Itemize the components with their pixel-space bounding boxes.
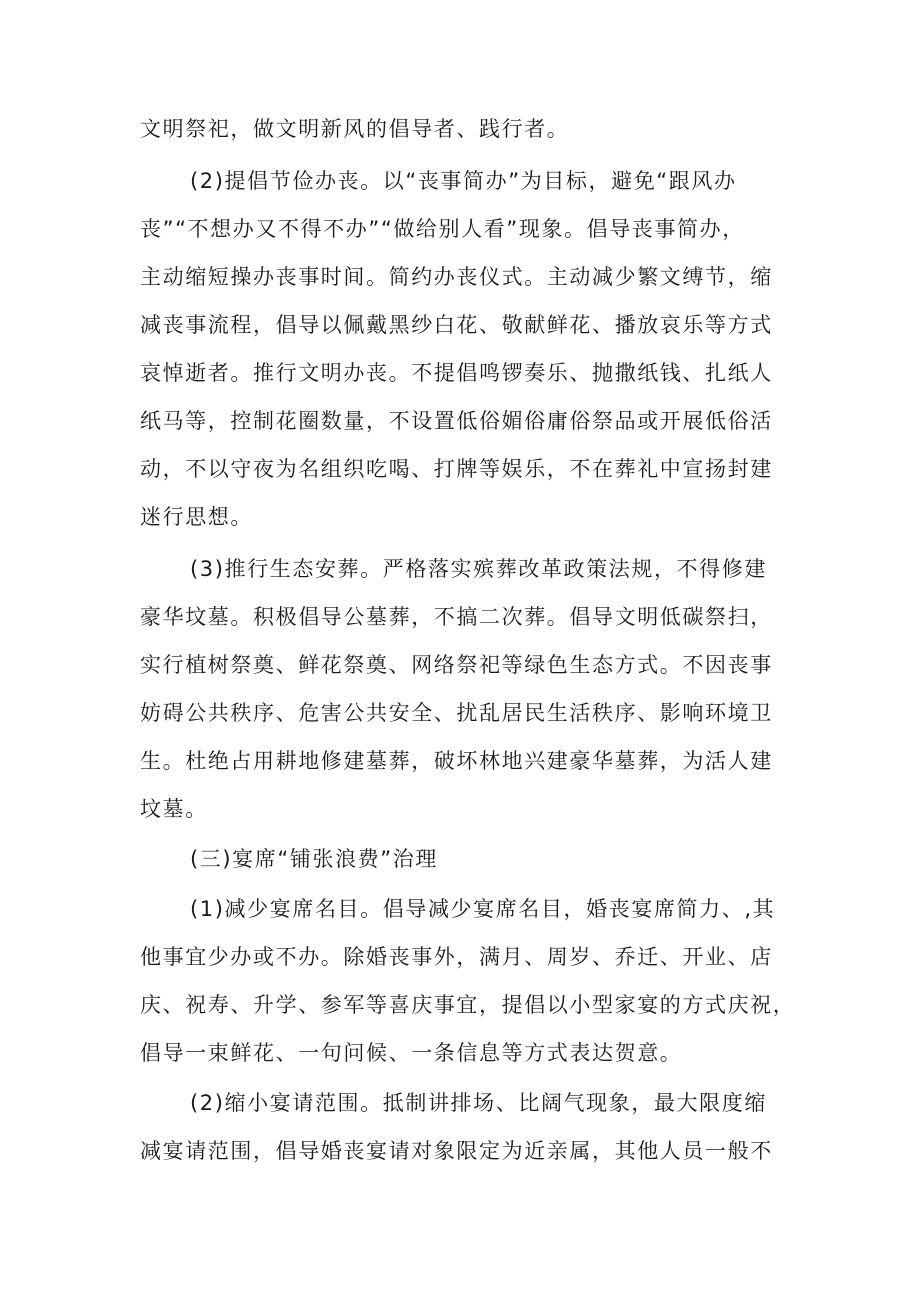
- text-line: 妨碍公共秩序、危害公共安全、扰乱居民生活秩序、影响环境卫: [140, 701, 773, 725]
- paragraph-2-heading-line: (2)提倡节俭办丧。以“丧事简办”为目标，避免“跟风办: [190, 169, 737, 193]
- paragraph-3-heading-line: (3)推行生态安葬。严格落实殡葬改革政策法规，不得修建: [190, 557, 767, 581]
- paragraph-1-heading-line: (1)减少宴席名目。倡导减少宴席名目，婚丧宴席简力、,其: [190, 897, 776, 921]
- text-line: 庆、祝寿、升学、参军等喜庆事宜，提倡以小型家宴的方式庆祝，: [140, 993, 796, 1017]
- text-line: 文明祭祀，做文明新风的倡导者、践行者。: [140, 117, 570, 141]
- text-line: 减丧事流程，倡导以佩戴黑纱白花、敬献鲜花、播放哀乐等方式: [140, 313, 773, 337]
- text-line: 动，不以守夜为名组织吃喝、打牌等娱乐，不在葬礼中宣扬封建: [140, 457, 773, 481]
- text-line: 他事宜少办或不办。除婚丧事外，满月、周岁、乔迁、开业、店: [140, 945, 773, 969]
- paragraph-2b-heading-line: (2)缩小宴请范围。抵制讲排场、比阔气现象，最大限度缩: [190, 1091, 767, 1115]
- text-line: 坟墓。: [140, 797, 208, 821]
- section-heading: (三)宴席“铺张浪费”治理: [190, 847, 438, 871]
- text-line: 倡导一束鲜花、一句问候、一条信息等方式表达贺意。: [140, 1041, 683, 1065]
- text-line: 实行植树祭奠、鲜花祭奠、网络祭祀等绿色生态方式。不因丧事: [140, 653, 773, 677]
- text-line: 迷行思想。: [140, 505, 253, 529]
- text-line: 哀悼逝者。推行文明办丧。不提倡鸣锣奏乐、抛撒纸钱、扎纸人: [140, 361, 773, 385]
- text-line: 生。杜绝占用耕地修建墓葬，破坏林地兴建豪华墓葬，为活人建: [140, 749, 773, 773]
- text-line: 减宴请范围，倡导婚丧宴请对象限定为近亲属，其他人员一般不: [140, 1139, 773, 1163]
- text-line: 主动缩短操办丧事时间。简约办丧仪式。主动减少繁文缚节，缩: [140, 265, 773, 289]
- text-line: 丧”“不想办又不得不办”“做给别人看”现象。倡导丧事简办，: [140, 217, 745, 241]
- text-line: 纸马等，控制花圈数量，不设置低俗媚俗庸俗祭品或开展低俗活: [140, 409, 773, 433]
- text-line: 豪华坟墓。积极倡导公墓葬，不搞二次葬。倡导文明低碳祭扫，: [140, 605, 773, 629]
